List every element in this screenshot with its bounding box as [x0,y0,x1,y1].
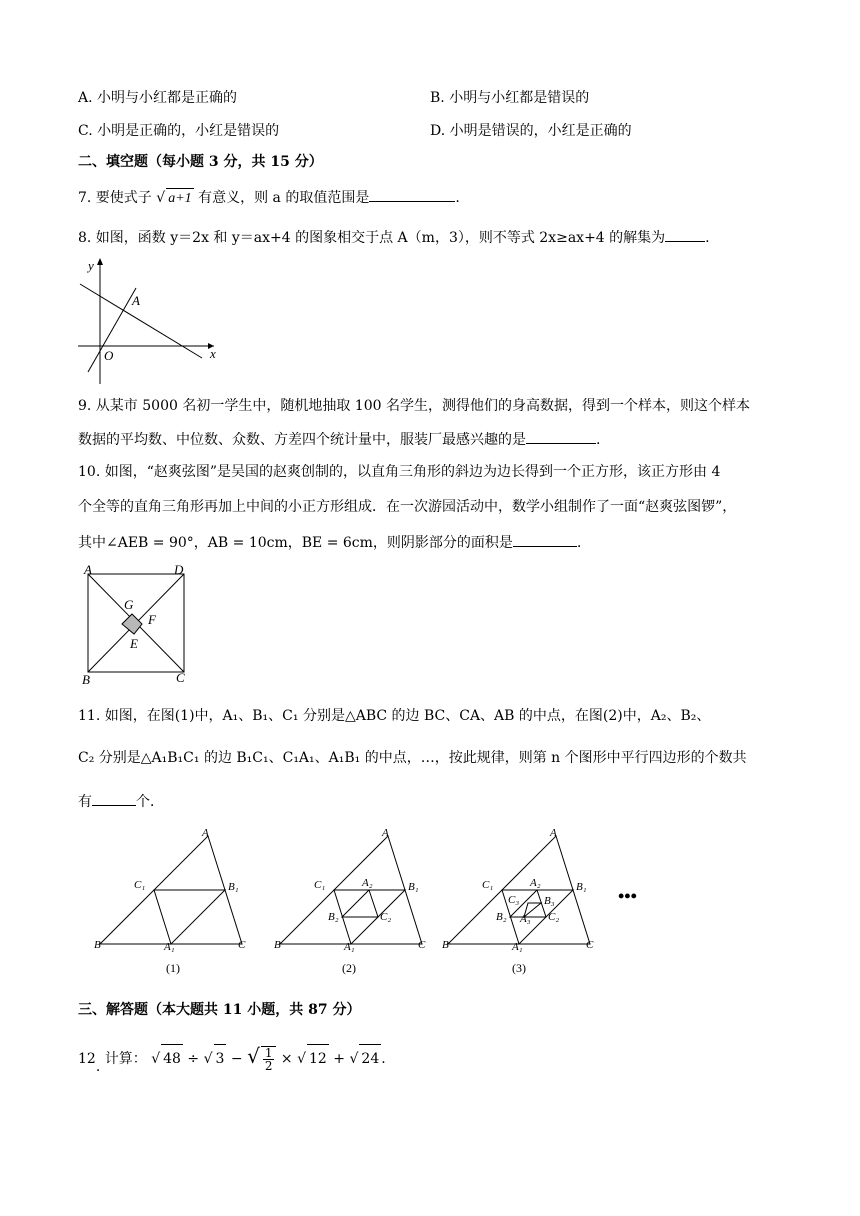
question-8 [78,226,710,248]
question-11-line-2: C₂ 分别是△A₁B₁C₁ 的边 B₁C₁、C₁A₁、A₁B₁ 的中点，…，按此规律，则第 n 个图形中平行四边形的个数共 [78,750,747,766]
q12-end: . [381,1051,386,1067]
svg-text:C₂: C₂ [548,911,560,923]
x-label: x [210,346,216,361]
svg-text:A₃: A₃ [520,913,531,925]
option-b: B. 小明与小红都是错误的 [430,90,590,106]
question-10-line-2: 个全等的直角三角形再加上中间的小正方形组成．在一次游园活动中，数学小组制作了一面“赵爽弦图锣”， [78,499,737,515]
question-7 [78,186,460,209]
y-label: y [88,258,94,273]
question-10-line-1: 10. 如图，“赵爽弦图”是吴国的赵爽创制的，以直角三角形的斜边为边长得到一个正方形，该正方形由 4 [78,464,721,480]
question-12: 12. 计算： √ 48 ÷ √ 3 − √ $\frac{1}{2}$ × √ 12 + √ 24 . [78,1044,386,1075]
svg-text:B₁: B₁ [576,881,587,893]
svg-text:A₂: A₂ [362,877,373,889]
sqrt-sign: √ [156,190,166,206]
label-e: E [130,636,138,651]
q9-answer-blank [526,428,596,444]
shaded-small-square [122,614,142,634]
triangle-figure-1 [94,827,246,953]
svg-text:A: A [382,827,389,839]
label-b: B [82,672,90,687]
caption-3: (3) [512,961,526,975]
question-11-line-1: 11. 如图，在图(1)中，A₁、B₁、C₁ 分别是△ABC 的边 BC、CA、AB 的中点，在图(2)中，A₂、B₂、 [78,708,711,724]
q7-end: . [455,190,460,206]
q10-text: 其中∠AEB = 90°，AB = 10cm，BE = 6cm，则阴影部分的面积是 [78,535,513,551]
svg-text:B₂: B₂ [496,911,507,923]
q12-op1: ÷ [187,1051,200,1067]
q8-graph [74,254,224,388]
label-f: F [148,612,156,627]
q9-end: . [596,432,601,448]
svg-text:B: B [274,939,281,951]
label-a: A [84,562,92,577]
triangle-sequence-figure [88,822,668,982]
point-a-label: A [132,293,140,308]
q7-answer-blank [369,186,455,202]
label-d: D [174,562,184,577]
svg-text:C₁: C₁ [314,879,326,891]
svg-text:C: C [586,939,594,951]
caption-1: (1) [166,961,180,975]
q7-prefix: 7. 要使式子 [78,190,152,206]
section-3-title: 三、解答题（本大题共 11 小题，共 87 分） [78,1002,361,1018]
q12-label: 计算： [104,1051,147,1067]
option-c: C. 小明是正确的，小红是错误的 [78,123,280,139]
q8-end: . [705,230,710,246]
svg-text:B: B [94,939,101,951]
q11-answer-blank [92,790,136,806]
q7-radicand: a+1 [166,188,193,209]
y-arrow-icon [97,258,103,265]
q12-radicand-c: 12 [307,1044,329,1073]
q11-post: 个． [136,794,164,810]
svg-text:A₁: A₁ [164,941,175,953]
q12-op3: × [280,1051,293,1067]
svg-text:A: A [550,827,557,839]
q8-answer-blank [665,226,705,242]
q12-frac-den: 2 [264,1059,273,1073]
svg-text:B₃: B₃ [544,895,555,907]
label-g: G [124,597,134,612]
question-9-line-1: 9. 从某市 5000 名初一学生中，随机地抽取 100 名学生，测得他们的身高数据，得到一个样本，则这个样本 [78,398,750,414]
svg-text:C: C [418,939,426,951]
triangle-figure-2 [274,827,426,953]
question-11-line-3 [78,790,164,812]
label-c: C [176,670,185,685]
svg-text:B₂: B₂ [328,911,339,923]
q12-radicand-a: 48 [161,1044,183,1073]
zhao-shuang-diagram [78,562,196,688]
q12-frac-num: 1 [264,1046,273,1060]
q12-op4: + [333,1051,346,1067]
section-2-title: 二、填空题（每小题 3 分，共 15 分） [78,154,323,170]
q12-radicand-b: 3 [214,1044,227,1073]
q12-fraction [261,1046,277,1072]
q7-suffix: 有意义，则 a 的取值范围是 [198,190,370,206]
q12-dot: . [95,1059,101,1075]
q12-radicand-d: 24 [359,1044,381,1073]
origin-label: O [104,348,114,363]
svg-text:A₁: A₁ [512,941,523,953]
svg-text:A: A [202,827,209,839]
q9-text: 数据的平均数、中位数、众数、方差四个统计量中，服装厂最感兴趣的是 [78,432,526,448]
svg-text:C: C [238,939,246,951]
svg-text:B₁: B₁ [408,881,419,893]
question-9-line-2 [78,428,600,450]
svg-text:A₂: A₂ [530,877,541,889]
q12-number: 12 [78,1051,96,1067]
q10-end: . [576,535,582,551]
svg-text:C₁: C₁ [134,879,146,891]
caption-2: (2) [342,961,356,975]
svg-text:C₂: C₂ [380,911,392,923]
q12-op2: − [230,1051,243,1067]
svg-text:A₁: A₁ [344,941,355,953]
triangle-figure-3 [442,827,594,953]
q11-pre: 有 [78,794,92,810]
svg-text:C₁: C₁ [482,879,494,891]
svg-text:C₃: C₃ [508,894,520,906]
q8-text: 8. 如图，函数 y＝2x 和 y＝ax+4 的图象相交于点 A（m，3），则不等式 2x≥ax+4 的解集为 [78,230,666,246]
q10-answer-blank [513,531,577,547]
question-10-line-3 [78,531,581,553]
option-a: A. 小明与小红都是正确的 [78,90,238,106]
ellipsis: ••• [618,886,637,906]
svg-text:B: B [442,939,449,951]
line-y-ax-plus-4 [80,284,202,358]
svg-text:B₁: B₁ [228,881,239,893]
option-d: D. 小明是错误的，小红是正确的 [430,123,632,139]
